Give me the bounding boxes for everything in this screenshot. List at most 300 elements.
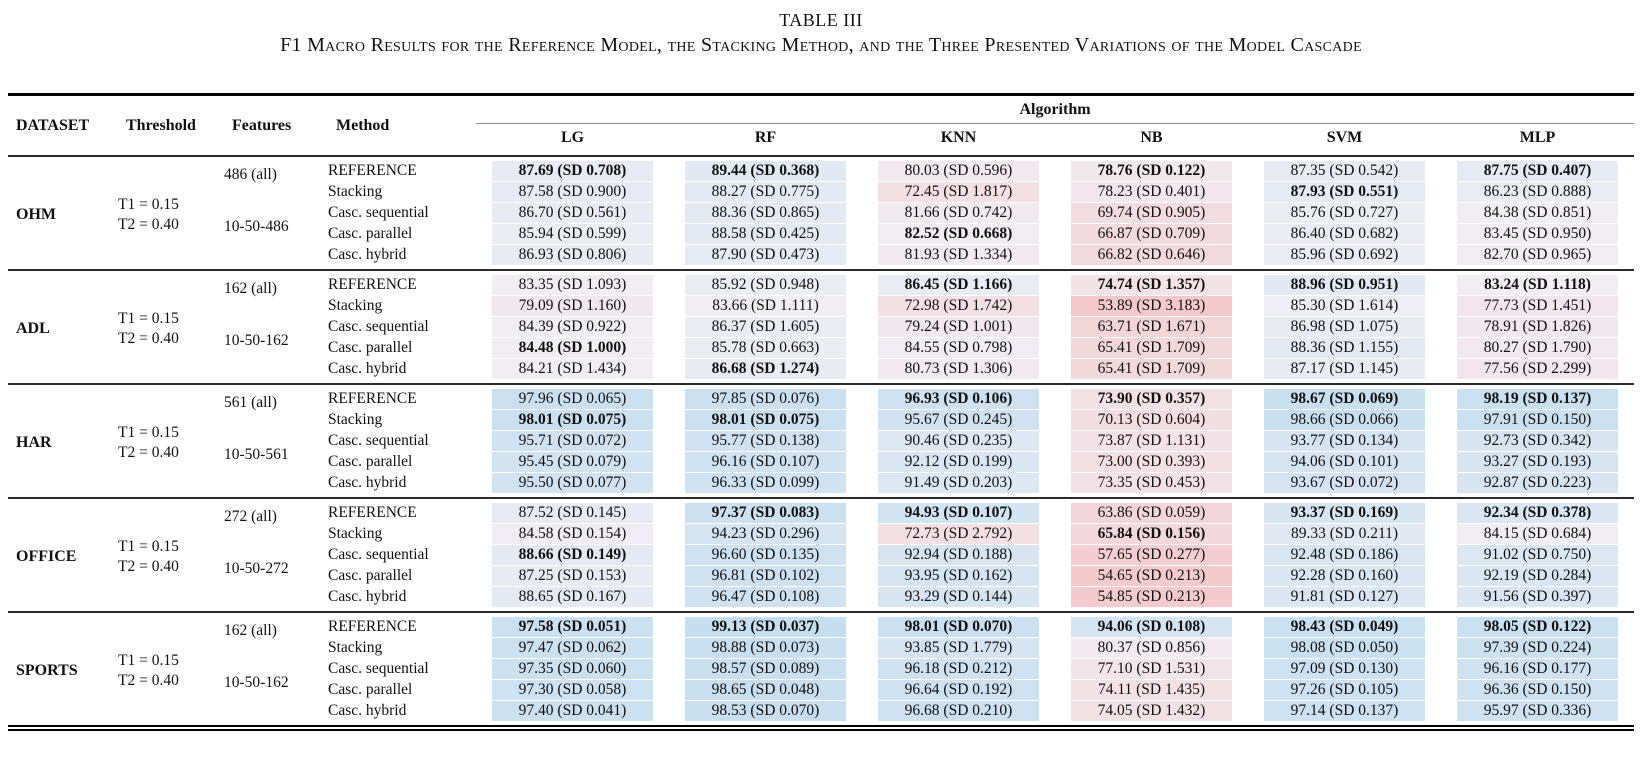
result-value: 86.70 (SD 0.561)	[492, 203, 653, 223]
result-cell	[476, 565, 669, 586]
result-value: 65.41 (SD 1.709)	[1071, 338, 1232, 358]
result-value: 97.58 (SD 0.051)	[492, 617, 653, 637]
result-value: 85.94 (SD 0.599)	[492, 224, 653, 244]
table-subtitle: F1 Macro Results for the Reference Model, the Stacking Method, and the Three Presented Variations of the Model Cascade	[280, 34, 1362, 56]
result-value: 72.45 (SD 1.817)	[878, 182, 1039, 202]
method-name: Stacking	[328, 183, 383, 201]
result-cell	[669, 586, 862, 612]
result-value: 81.66 (SD 0.742)	[878, 203, 1039, 223]
result-value: 78.23 (SD 0.401)	[1071, 182, 1232, 202]
result-cell	[862, 451, 1055, 472]
result-cell	[669, 659, 862, 680]
result-value: 86.98 (SD 1.075)	[1264, 317, 1425, 337]
result-cell	[1248, 384, 1441, 410]
result-cell	[862, 638, 1055, 659]
method-name: Casc. parallel	[328, 566, 413, 584]
result-value: 88.36 (SD 0.865)	[685, 203, 846, 223]
result-cell	[862, 612, 1055, 638]
dataset-group	[8, 156, 1634, 270]
result-value: 86.23 (SD 0.888)	[1457, 182, 1618, 202]
result-value: 84.48 (SD 1.000)	[492, 338, 653, 358]
threshold-line: T2 = 0.40	[118, 444, 179, 461]
results-table	[8, 93, 1634, 731]
result-value: 83.66 (SD 1.111)	[685, 296, 846, 316]
result-value: 96.16 (SD 0.107)	[685, 452, 846, 472]
result-value: 77.56 (SD 2.299)	[1457, 359, 1618, 379]
method-name: Casc. hybrid	[328, 359, 407, 377]
result-cell	[1055, 524, 1248, 545]
result-cell	[1055, 156, 1248, 182]
result-value: 82.52 (SD 0.668)	[878, 224, 1039, 244]
result-value: 92.12 (SD 0.199)	[878, 452, 1039, 472]
method-name: Casc. sequential	[328, 659, 429, 677]
method-name: REFERENCE	[328, 390, 417, 408]
result-cell	[669, 679, 862, 700]
result-value: 84.39 (SD 0.922)	[492, 317, 653, 337]
result-cell	[862, 358, 1055, 384]
dataset-group	[8, 384, 1634, 498]
result-cell	[1441, 182, 1634, 203]
table-row	[8, 498, 1634, 524]
result-value: 79.09 (SD 1.160)	[492, 296, 653, 316]
result-value: 74.11 (SD 1.435)	[1071, 680, 1232, 700]
result-cell	[669, 223, 862, 244]
result-cell	[476, 545, 669, 566]
result-value: 72.73 (SD 2.792)	[878, 524, 1039, 544]
result-cell	[1055, 410, 1248, 431]
result-value: 85.76 (SD 0.727)	[1264, 203, 1425, 223]
threshold-value	[118, 612, 224, 728]
result-value: 87.75 (SD 0.407)	[1457, 161, 1618, 181]
result-value: 84.15 (SD 0.684)	[1457, 524, 1618, 544]
result-value: 98.53 (SD 0.070)	[685, 701, 846, 721]
result-cell	[476, 700, 669, 728]
result-value: 95.45 (SD 0.079)	[492, 452, 653, 472]
result-cell	[1248, 612, 1441, 638]
result-value: 99.13 (SD 0.037)	[685, 617, 846, 637]
result-value: 97.40 (SD 0.041)	[492, 701, 653, 721]
result-value: 94.93 (SD 0.107)	[878, 503, 1039, 523]
table-caption	[0, 10, 1642, 57]
result-cell	[1248, 182, 1441, 203]
result-value: 80.37 (SD 0.856)	[1071, 638, 1232, 658]
result-value: 74.05 (SD 1.432)	[1071, 701, 1232, 721]
dataset-group	[8, 498, 1634, 612]
result-cell	[862, 700, 1055, 728]
result-value: 88.58 (SD 0.425)	[685, 224, 846, 244]
threshold-value	[118, 384, 224, 498]
features-value	[224, 270, 328, 384]
result-value: 80.27 (SD 1.790)	[1457, 338, 1618, 358]
result-value: 91.02 (SD 0.750)	[1457, 545, 1618, 565]
result-value: 94.23 (SD 0.296)	[685, 524, 846, 544]
result-value: 87.93 (SD 0.551)	[1264, 182, 1425, 202]
result-value: 87.35 (SD 0.542)	[1264, 161, 1425, 181]
result-value: 97.37 (SD 0.083)	[685, 503, 846, 523]
result-cell	[1248, 410, 1441, 431]
column-header-algorithm: SVM	[1326, 129, 1363, 146]
result-cell	[476, 384, 669, 410]
result-cell	[1441, 156, 1634, 182]
result-cell	[669, 431, 862, 452]
result-value: 83.45 (SD 0.950)	[1457, 224, 1618, 244]
result-cell	[862, 565, 1055, 586]
result-cell	[1441, 270, 1634, 296]
result-value: 85.78 (SD 0.663)	[685, 338, 846, 358]
result-value: 70.13 (SD 0.604)	[1071, 410, 1232, 430]
column-header-algorithm: RF	[754, 129, 777, 146]
result-value: 69.74 (SD 0.905)	[1071, 203, 1232, 223]
result-value: 78.76 (SD 0.122)	[1071, 161, 1232, 181]
result-value: 97.85 (SD 0.076)	[685, 389, 846, 409]
result-cell	[669, 545, 862, 566]
result-value: 77.10 (SD 1.531)	[1071, 659, 1232, 679]
result-cell	[476, 472, 669, 498]
column-header-threshold: Threshold	[126, 116, 196, 134]
method-name: Casc. hybrid	[328, 473, 407, 491]
result-value: 97.47 (SD 0.062)	[492, 638, 653, 658]
result-cell	[1248, 659, 1441, 680]
result-cell	[1248, 270, 1441, 296]
features-cascade: 10-50-272	[224, 560, 289, 577]
method-name: Casc. parallel	[328, 680, 413, 698]
result-cell	[1248, 337, 1441, 358]
features-all: 272 (all)	[224, 508, 277, 525]
result-value: 97.91 (SD 0.150)	[1457, 410, 1618, 430]
result-value: 92.73 (SD 0.342)	[1457, 431, 1618, 451]
result-value: 90.46 (SD 0.235)	[878, 431, 1039, 451]
result-value: 72.98 (SD 1.742)	[878, 296, 1039, 316]
result-value: 84.21 (SD 1.434)	[492, 359, 653, 379]
features-cascade: 10-50-162	[224, 332, 289, 349]
result-cell	[669, 358, 862, 384]
result-cell	[1248, 223, 1441, 244]
features-all: 561 (all)	[224, 394, 277, 411]
result-cell	[1055, 317, 1248, 338]
result-cell	[1055, 565, 1248, 586]
result-value: 87.17 (SD 1.145)	[1264, 359, 1425, 379]
result-cell	[1055, 431, 1248, 452]
threshold-line: T1 = 0.15	[118, 424, 179, 441]
table-row	[8, 384, 1634, 410]
method-name: REFERENCE	[328, 276, 417, 294]
result-cell	[862, 524, 1055, 545]
result-value: 83.35 (SD 1.093)	[492, 275, 653, 295]
result-value: 98.01 (SD 0.070)	[878, 617, 1039, 637]
result-cell	[1441, 498, 1634, 524]
result-cell	[669, 565, 862, 586]
result-cell	[1055, 270, 1248, 296]
result-value: 54.65 (SD 0.213)	[1071, 566, 1232, 586]
result-cell	[1441, 431, 1634, 452]
result-cell	[1248, 498, 1441, 524]
result-value: 98.19 (SD 0.137)	[1457, 389, 1618, 409]
result-cell	[476, 431, 669, 452]
result-value: 92.87 (SD 0.223)	[1457, 473, 1618, 493]
result-cell	[669, 612, 862, 638]
result-cell	[1055, 659, 1248, 680]
result-cell	[476, 679, 669, 700]
threshold-value	[118, 498, 224, 612]
result-value: 66.87 (SD 0.709)	[1071, 224, 1232, 244]
result-value: 83.24 (SD 1.118)	[1457, 275, 1618, 295]
result-cell	[1248, 679, 1441, 700]
dataset-name: SPORTS	[16, 662, 78, 679]
result-value: 95.71 (SD 0.072)	[492, 431, 653, 451]
result-cell	[476, 498, 669, 524]
result-cell	[476, 270, 669, 296]
result-cell	[476, 223, 669, 244]
result-cell	[669, 296, 862, 317]
features-cascade: 10-50-561	[224, 446, 289, 463]
result-value: 93.85 (SD 1.779)	[878, 638, 1039, 658]
result-cell	[1248, 296, 1441, 317]
result-cell	[669, 410, 862, 431]
result-cell	[862, 337, 1055, 358]
result-value: 54.85 (SD 0.213)	[1071, 587, 1232, 607]
result-cell	[862, 472, 1055, 498]
result-cell	[1055, 612, 1248, 638]
result-cell	[1055, 638, 1248, 659]
method-name: Casc. hybrid	[328, 701, 407, 719]
column-header-algorithm: KNN	[940, 129, 977, 146]
result-value: 96.64 (SD 0.192)	[878, 680, 1039, 700]
method-name: Casc. parallel	[328, 338, 413, 356]
result-value: 95.97 (SD 0.336)	[1457, 701, 1618, 721]
result-value: 88.66 (SD 0.149)	[492, 545, 653, 565]
result-cell	[476, 358, 669, 384]
method-name: Stacking	[328, 411, 383, 429]
result-cell	[1055, 472, 1248, 498]
result-cell	[1248, 358, 1441, 384]
result-value: 93.67 (SD 0.072)	[1264, 473, 1425, 493]
features-all: 486 (all)	[224, 166, 277, 183]
result-cell	[1248, 317, 1441, 338]
result-value: 95.67 (SD 0.245)	[878, 410, 1039, 430]
method-name: REFERENCE	[328, 504, 417, 522]
result-value: 63.71 (SD 1.671)	[1071, 317, 1232, 337]
result-cell	[1441, 679, 1634, 700]
result-cell	[1441, 244, 1634, 270]
result-value: 80.73 (SD 1.306)	[878, 359, 1039, 379]
result-value: 93.29 (SD 0.144)	[878, 587, 1039, 607]
table-row	[8, 270, 1634, 296]
result-cell	[862, 545, 1055, 566]
result-value: 97.96 (SD 0.065)	[492, 389, 653, 409]
result-cell	[1441, 296, 1634, 317]
result-value: 92.19 (SD 0.284)	[1457, 566, 1618, 586]
method-name: Casc. sequential	[328, 317, 429, 335]
result-value: 95.77 (SD 0.138)	[685, 431, 846, 451]
result-cell	[669, 203, 862, 224]
result-value: 84.55 (SD 0.798)	[878, 338, 1039, 358]
result-cell	[1055, 700, 1248, 728]
table-header	[8, 95, 1634, 157]
result-value: 57.65 (SD 0.277)	[1071, 545, 1232, 565]
result-cell	[669, 638, 862, 659]
result-value: 96.81 (SD 0.102)	[685, 566, 846, 586]
method-name: Casc. hybrid	[328, 245, 407, 263]
result-value: 98.01 (SD 0.075)	[685, 410, 846, 430]
result-value: 88.27 (SD 0.775)	[685, 182, 846, 202]
threshold-value	[118, 270, 224, 384]
dataset-name: ADL	[16, 320, 50, 337]
result-value: 86.37 (SD 1.605)	[685, 317, 846, 337]
result-value: 63.86 (SD 0.059)	[1071, 503, 1232, 523]
column-header-dataset: DATASET	[16, 116, 90, 134]
result-cell	[476, 182, 669, 203]
result-value: 97.39 (SD 0.224)	[1457, 638, 1618, 658]
threshold-value	[118, 156, 224, 270]
result-cell	[669, 700, 862, 728]
result-cell	[1055, 545, 1248, 566]
result-cell	[1441, 384, 1634, 410]
result-value: 93.37 (SD 0.169)	[1264, 503, 1425, 523]
result-cell	[1055, 384, 1248, 410]
result-value: 96.47 (SD 0.108)	[685, 587, 846, 607]
result-cell	[669, 384, 862, 410]
method-name: Casc. parallel	[328, 452, 413, 470]
result-cell	[1248, 244, 1441, 270]
result-value: 93.95 (SD 0.162)	[878, 566, 1039, 586]
result-cell	[669, 182, 862, 203]
result-cell	[476, 612, 669, 638]
result-cell	[1441, 472, 1634, 498]
result-cell	[476, 451, 669, 472]
result-cell	[1441, 337, 1634, 358]
result-cell	[1441, 638, 1634, 659]
result-cell	[1055, 337, 1248, 358]
result-value: 88.36 (SD 1.155)	[1264, 338, 1425, 358]
result-value: 92.48 (SD 0.186)	[1264, 545, 1425, 565]
result-value: 91.81 (SD 0.127)	[1264, 587, 1425, 607]
features-all: 162 (all)	[224, 622, 277, 639]
result-value: 73.87 (SD 1.131)	[1071, 431, 1232, 451]
result-value: 82.70 (SD 0.965)	[1457, 245, 1618, 265]
result-value: 97.14 (SD 0.137)	[1264, 701, 1425, 721]
result-cell	[476, 524, 669, 545]
column-header-algorithm: NB	[1140, 129, 1163, 146]
result-cell	[669, 498, 862, 524]
column-header-algorithm: MLP	[1519, 129, 1556, 146]
result-value: 79.24 (SD 1.001)	[878, 317, 1039, 337]
threshold-line: T1 = 0.15	[118, 196, 179, 213]
result-value: 89.44 (SD 0.368)	[685, 161, 846, 181]
result-cell	[862, 156, 1055, 182]
result-value: 98.88 (SD 0.073)	[685, 638, 846, 658]
result-value: 87.25 (SD 0.153)	[492, 566, 653, 586]
result-value: 86.45 (SD 1.166)	[878, 275, 1039, 295]
result-value: 92.34 (SD 0.378)	[1457, 503, 1618, 523]
result-value: 87.69 (SD 0.708)	[492, 161, 653, 181]
result-value: 86.40 (SD 0.682)	[1264, 224, 1425, 244]
result-value: 98.05 (SD 0.122)	[1457, 617, 1618, 637]
result-cell	[669, 524, 862, 545]
features-value	[224, 612, 328, 728]
result-value: 73.00 (SD 0.393)	[1071, 452, 1232, 472]
result-value: 66.82 (SD 0.646)	[1071, 245, 1232, 265]
result-value: 86.93 (SD 0.806)	[492, 245, 653, 265]
result-cell	[1248, 431, 1441, 452]
result-cell	[1248, 565, 1441, 586]
result-cell	[862, 317, 1055, 338]
result-value: 98.57 (SD 0.089)	[685, 659, 846, 679]
table-title: TABLE III	[779, 10, 863, 30]
result-cell	[669, 337, 862, 358]
result-cell	[476, 156, 669, 182]
result-value: 93.77 (SD 0.134)	[1264, 431, 1425, 451]
result-value: 78.91 (SD 1.826)	[1457, 317, 1618, 337]
result-cell	[669, 472, 862, 498]
threshold-line: T2 = 0.40	[118, 672, 179, 689]
result-cell	[1441, 451, 1634, 472]
result-value: 65.84 (SD 0.156)	[1071, 524, 1232, 544]
result-value: 96.33 (SD 0.099)	[685, 473, 846, 493]
result-cell	[1055, 244, 1248, 270]
result-value: 77.73 (SD 1.451)	[1457, 296, 1618, 316]
table-row	[8, 156, 1634, 182]
threshold-line: T1 = 0.15	[118, 538, 179, 555]
result-cell	[1441, 203, 1634, 224]
method-name: Stacking	[328, 525, 383, 543]
features-value	[224, 384, 328, 498]
result-value: 84.38 (SD 0.851)	[1457, 203, 1618, 223]
result-value: 91.56 (SD 0.397)	[1457, 587, 1618, 607]
method-name: Casc. sequential	[328, 431, 429, 449]
result-cell	[1248, 700, 1441, 728]
result-value: 53.89 (SD 3.183)	[1071, 296, 1232, 316]
method-name: Casc. hybrid	[328, 587, 407, 605]
column-header-algorithm: LG	[560, 129, 585, 146]
features-cascade: 10-50-486	[224, 218, 289, 235]
result-cell	[1441, 317, 1634, 338]
result-cell	[862, 659, 1055, 680]
method-name: REFERENCE	[328, 162, 417, 180]
result-value: 94.06 (SD 0.108)	[1071, 617, 1232, 637]
result-value: 94.06 (SD 0.101)	[1264, 452, 1425, 472]
result-cell	[1248, 472, 1441, 498]
result-value: 80.03 (SD 0.596)	[878, 161, 1039, 181]
dataset-group	[8, 612, 1634, 728]
result-value: 87.52 (SD 0.145)	[492, 503, 653, 523]
result-cell	[862, 244, 1055, 270]
result-value: 92.94 (SD 0.188)	[878, 545, 1039, 565]
result-value: 98.67 (SD 0.069)	[1264, 389, 1425, 409]
result-cell	[1055, 203, 1248, 224]
result-value: 85.96 (SD 0.692)	[1264, 245, 1425, 265]
result-value: 98.66 (SD 0.066)	[1264, 410, 1425, 430]
result-cell	[862, 498, 1055, 524]
result-cell	[476, 586, 669, 612]
result-value: 95.50 (SD 0.077)	[492, 473, 653, 493]
result-value: 98.65 (SD 0.048)	[685, 680, 846, 700]
method-name: REFERENCE	[328, 618, 417, 636]
method-name: Stacking	[328, 297, 383, 315]
result-cell	[476, 317, 669, 338]
threshold-line: T1 = 0.15	[118, 310, 179, 327]
result-cell	[862, 679, 1055, 700]
result-cell	[1441, 223, 1634, 244]
result-value: 97.30 (SD 0.058)	[492, 680, 653, 700]
result-cell	[476, 410, 669, 431]
result-cell	[1055, 679, 1248, 700]
result-cell	[1248, 524, 1441, 545]
result-cell	[862, 410, 1055, 431]
result-cell	[862, 384, 1055, 410]
result-value: 98.43 (SD 0.049)	[1264, 617, 1425, 637]
result-value: 85.92 (SD 0.948)	[685, 275, 846, 295]
result-cell	[1055, 586, 1248, 612]
